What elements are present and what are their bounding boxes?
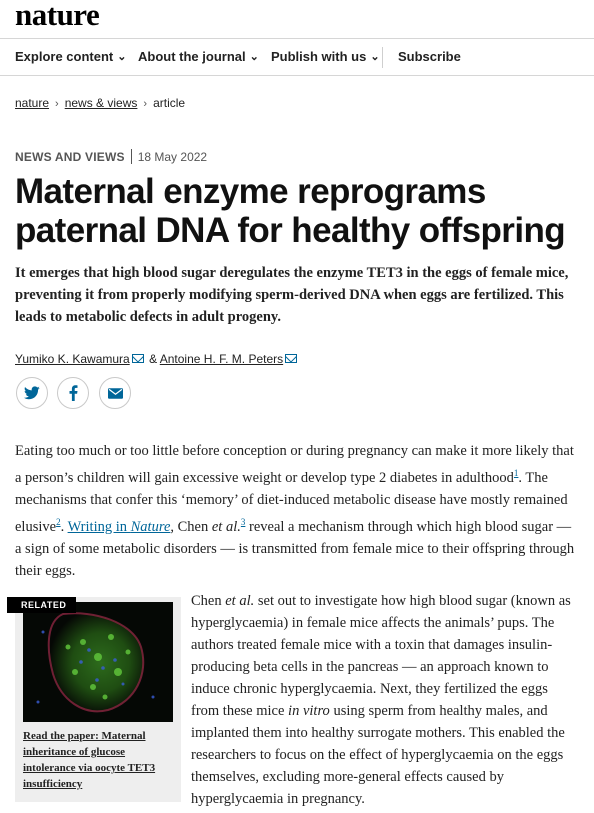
nav-item-label: Subscribe [398,49,461,64]
mail-icon[interactable] [285,354,297,363]
related-thumbnail [23,602,173,722]
nav-about-journal[interactable] [138,39,259,75]
paragraph-text: et al. [225,593,255,609]
facebook-icon [69,385,78,401]
breadcrumb-news-views[interactable]: news & views [64,96,138,110]
paragraph-text: . [60,518,68,535]
article-standfirst: It emerges that high blood sugar deregulates the enzyme TET3 in the eggs of female mice, preventing it from properly modifying sperm-derived DNA when eggs are fertilized. This leads to metabolic defects in adult progeny. [15,265,569,325]
chevron-down-icon: ⌄ [249,51,259,63]
paragraph-text: , Chen [170,518,212,535]
chevron-down-icon: ⌄ [117,51,127,63]
nav-publish-with-us[interactable] [271,39,380,75]
article-meta [15,149,207,164]
author-joiner: & [149,352,158,366]
paragraph-text: et al. [211,518,241,535]
paragraph-text: set out to investigate how high blood sugar (known as hyperglycaemia) in female mice affects the animals’ pups. The authors treated female mice with a toxin that damages insulin-producing beta cells in the pancreas — an approach known to induce chronic hyperglycaemia. Next, they fertilized the eggs from these mice [191,593,571,719]
related-caption-link[interactable] [23,728,173,792]
nav-item-label: About the journal [138,49,246,64]
mail-icon[interactable] [132,354,144,363]
chevron-right-icon: › [55,98,59,110]
link-text: Nature [130,518,171,535]
related-badge: RELATED [7,597,76,613]
breadcrumb [15,96,185,110]
breadcrumb-nature[interactable]: nature [15,96,50,110]
author-link-kawamura[interactable]: Yumiko K. Kawamura [15,352,130,366]
nav-item-label: Explore content [15,49,114,64]
paragraph-text: in vitro [288,703,330,719]
article-date: 18 May 2022 [137,150,208,164]
nav-explore-content[interactable] [15,39,126,75]
author-list [15,352,299,366]
chevron-down-icon: ⌄ [370,51,380,63]
share-email-button[interactable] [99,377,131,409]
related-article-box[interactable] [15,597,181,802]
reference-link[interactable]: 3 [240,516,246,527]
meta-divider [131,149,132,164]
paragraph-text: Eating too much or too little before conception or during pregnancy can make it more likely that a person’s children will gain excessive weight or develop type 2 diabetes in adulthood [15,443,574,486]
link-text: Writing in [67,518,131,535]
nav-divider [382,47,383,68]
site-logo[interactable]: nature [15,0,100,32]
paragraph-text: using sperm from healthy males, and implanted them into healthy surrogate mothers. This enabled the researchers to focus on the effect of hyperglycaemia on the eggs themselves, excluding more-general effects caused by hyperglycaemia in pregnancy. [191,703,565,807]
reference-link[interactable]: 1 [513,468,519,478]
share-facebook-button[interactable] [57,377,89,409]
email-icon [108,388,123,399]
nav-subscribe[interactable] [398,39,461,75]
main-nav [0,38,594,76]
author-link-peters[interactable]: Antoine H. F. M. Peters [159,352,284,366]
reference-link[interactable]: 2 [56,516,61,527]
twitter-icon [24,386,40,400]
article-title: Maternal enzyme reprograms paternal DNA for healthy offspring [15,172,566,250]
nav-item-label: Publish with us [271,49,367,64]
paragraph-text: reveal a mechanism through which high blood sugar — a sign of some metabolic disorders — is transmitted from female mice to their offspring through their eggs. [15,518,575,579]
article-type: NEWS AND VIEWS [15,150,125,164]
micrograph-image [23,602,173,722]
paragraph-text: . The mechanisms that confer this ‘memory’ of diet-induced metabolic disease have mostly remained elusive [15,469,568,535]
article-paragraph-1 [15,440,580,582]
article-paragraph-2 [191,590,576,810]
writing-in-nature-link[interactable] [68,519,171,535]
breadcrumb-article: article [153,96,186,110]
related-caption-text: Read the paper: Maternal inheritance of glucose intolerance via oocyte TET3 insufficiency [23,730,156,790]
share-twitter-button[interactable] [16,377,48,409]
chevron-right-icon: › [143,98,148,110]
paragraph-text: Chen [191,593,226,609]
